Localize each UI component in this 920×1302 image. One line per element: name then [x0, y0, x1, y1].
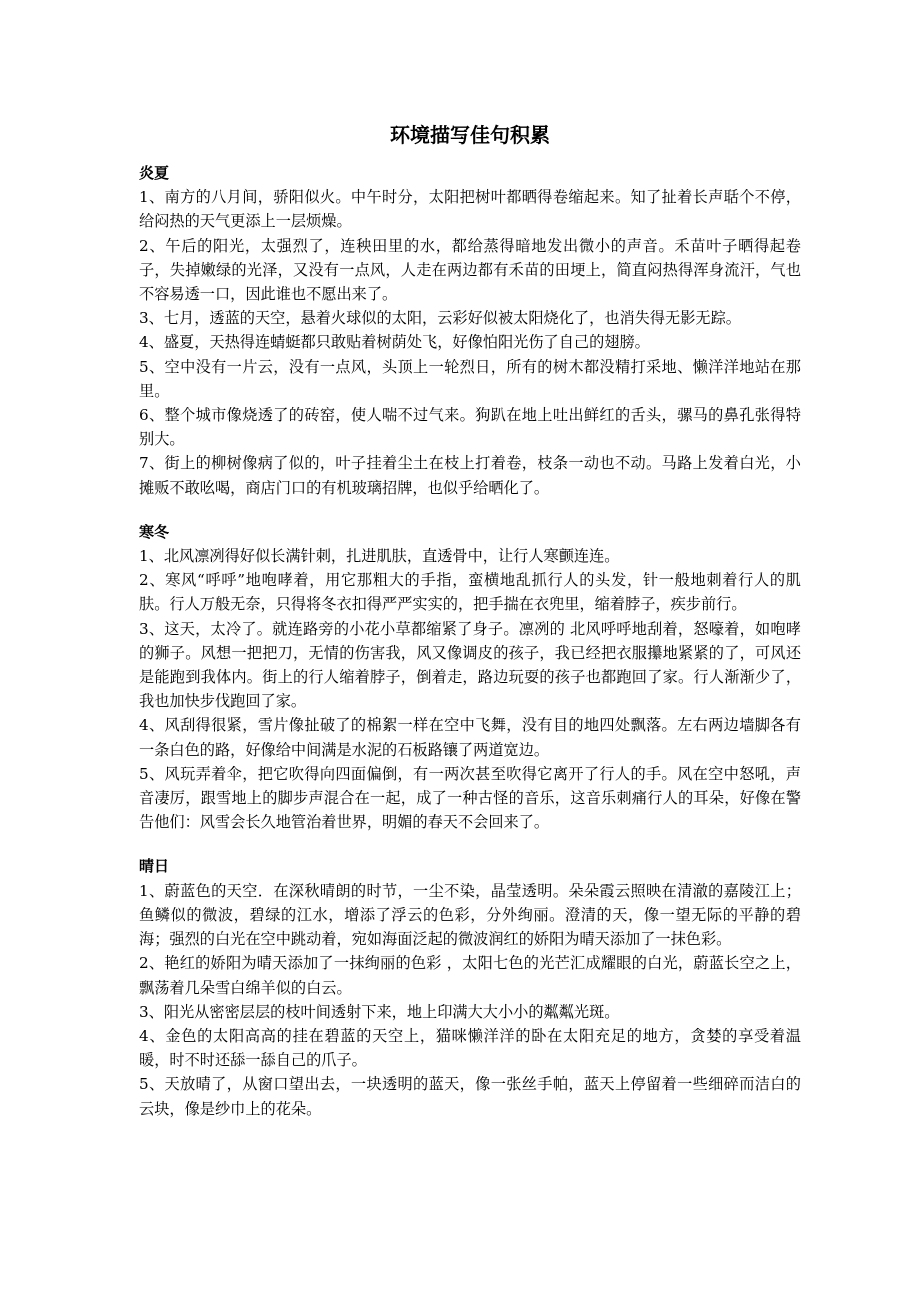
- document-page: [139, 121, 801, 1141]
- document-title: 环境描写佳句积累: [390, 123, 550, 147]
- section-heading: 晴日: [139, 857, 170, 876]
- list-item: 2、艳红的娇阳为晴天添加了一抹绚丽的色彩 ，太阳七色的光芒汇成耀眼的白光，蔚蓝长空之上，飘荡着几朵雪白绵羊似的白云。: [139, 954, 801, 997]
- list-item: 4、风刮得很紧，雪片像扯破了的棉絮一样在空中飞舞，没有目的地四处飘落。左右两边墙脚各有一条白色的路，好像给中间满是水泥的石板路镶了两道宽边。: [139, 716, 801, 759]
- list-item: 4、金色的太阳高高的挂在碧蓝的天空上，猫咪懒洋洋的卧在太阳充足的地方，贪婪的享受着温暖，时不时还舔一舔自己的爪子。: [139, 1026, 801, 1070]
- list-item: 4、盛夏，天热得连蜻蜓都只敢贴着树荫处飞，好像怕阳光伤了自己的翅膀。: [139, 333, 650, 352]
- list-item: 1、南方的八月间，骄阳似火。中午时分，太阳把树叶都晒得卷缩起来。知了扯着长声聒个不停，给闷热的天气更添上一层烦燥。: [139, 188, 801, 231]
- list-item: 3、阳光从密密层层的枝叶间透射下来，地上印满大大小小的粼粼光斑。: [139, 1002, 620, 1021]
- section-heading: 炎夏: [139, 164, 170, 182]
- list-item: 3、这天，太冷了。就连路旁的小花小草都缩紧了身子。凛冽的 北风呼呼地刮着，怒嚎着，如咆哮的狮子。风想一把把刀，无情的伤害我，风又像调皮的孩子，我已经把衣服攥地紧紧的了，可风还是能跑到我体内。街上的行人缩着脖子，倒着走，路边玩耍的孩子也都跑回了家。行人渐渐少了，我也加快步伐跑回了家。: [139, 619, 801, 711]
- section-cold-winter: [139, 520, 801, 835]
- list-item: 1、北风凛冽得好似长满针刺，扎进肌肤，直透骨中，让行人寒颤连连。: [139, 547, 620, 566]
- list-item: 6、整个城市像烧透了的砖窑，使人喘不过气来。狗趴在地上吐出鲜红的舌头，骡马的鼻孔张得特别大。: [139, 406, 801, 449]
- list-item: 2、午后的阳光，太强烈了，连秧田里的水，都给蒸得暗地发出微小的声音。禾苗叶子晒得起卷子，失掉嫩绿的光泽，又没有一点风，人走在两边都有禾苗的田埂上，简直闷热得浑身流汗，气也不容易透一口，因此谁也不愿出来了。: [139, 236, 801, 304]
- list-item: 7、街上的柳树像病了似的，叶子挂着尘土在枝上打着卷，枝条一动也不动。马路上发着白光，小摊贩不敢吆喝，商店门口的有机玻璃招牌，也似乎给晒化了。: [139, 454, 801, 497]
- list-item: 2、寒风“呼呼”地咆哮着，用它那粗大的手指，蛮横地乱抓行人的头发，针一般地刺着行人的肌肤。行人万般无奈，只得将冬衣扣得严严实实的，把手揣在衣兜里，缩着脖子，疾步前行。: [139, 571, 801, 614]
- list-item: 5、风玩弄着伞，把它吹得向四面偏倒，有一两次甚至吹得它离开了行人的手。风在空中怒吼，声音凄厉，跟雪地上的脚步声混合在一起，成了一种古怪的音乐，这音乐刺痛行人的耳朵，好像在警告他们：风雪会长久地管治着世界，明媚的春天不会回来了。: [139, 764, 801, 832]
- section-sunny-day: [139, 854, 801, 1120]
- list-item: 5、天放晴了，从窗口望出去，一块透明的蓝天，像一张丝手帕，蓝天上停留着一些细碎而洁白的云块，像是纱巾上的花朵。: [139, 1075, 801, 1118]
- list-item: 5、空中没有一片云，没有一点风，头顶上一轮烈日，所有的树木都没精打采地、懒洋洋地站在那里。: [139, 357, 801, 400]
- list-item: 1、蔚蓝色的天空．在深秋晴朗的时节，一尘不染，晶莹透明。朵朵霞云照映在清澈的嘉陵江上；鱼鳞似的微波，碧绿的江水，增添了浮云的色彩，分外绚丽。澄清的天，像一望无际的平静的碧海；强烈的白光在空中跳动着，宛如海面泛起的微波润红的娇阳为晴天添加了一抹色彩。: [139, 881, 801, 949]
- section-hot-summer: [139, 161, 801, 500]
- section-heading: 寒冬: [139, 522, 170, 541]
- list-item: 3、七月，透蓝的天空，悬着火球似的太阳，云彩好似被太阳烧化了，也消失得无影无踪。: [139, 309, 741, 328]
